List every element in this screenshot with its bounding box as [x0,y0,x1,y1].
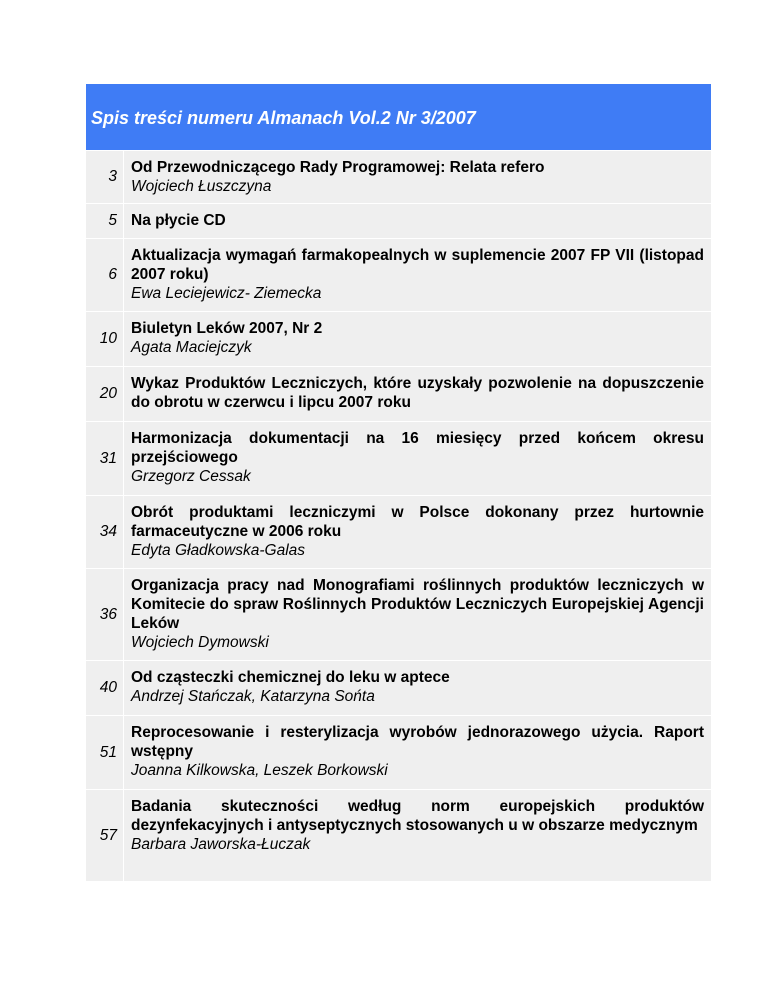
toc-page-number: 20 [86,367,124,421]
toc-entry-author: Agata Maciejczyk [131,339,252,356]
toc-entry [86,568,711,660]
toc-entry-title: Aktualizacja wymagań farmakopealnych w suplemencie 2007 FP VII (listopad 2007 roku) [131,247,704,283]
toc-page-number: 57 [86,790,124,881]
toc-entry-title: Od Przewodniczącego Rady Programowej: Relata refero [131,159,545,176]
toc-entry-author: Ewa Leciejewicz- Ziemecka [131,285,322,302]
toc-entry-body [124,496,711,568]
toc-page-number: 34 [86,496,124,568]
toc-title: Spis treści numeru Almanach Vol.2 Nr 3/2007 [91,107,476,128]
toc-page-number: 36 [86,569,124,660]
toc-entry-title: Harmonizacja dokumentacji na 16 miesięcy przed końcem okresu przejściowego [131,430,704,466]
toc-page-number: 40 [86,661,124,715]
toc-entry [86,789,711,881]
toc-entry-body [124,239,711,311]
toc-entry-title: Organizacja pracy nad Monografiami roślinnych produktów leczniczych w Komitecie do spraw Roślinnych Produktów Leczniczych Europejskiej Agencji Leków [131,577,704,632]
toc-entry [86,715,711,789]
toc-page-number: 31 [86,422,124,495]
toc-page-number: 51 [86,716,124,789]
toc-entry-title: Badania skuteczności według norm europejskich produktów dezynfekacyjnych i antyseptycznych stosowanych u w obszarze medycznym [131,798,704,834]
toc-entry-title: Biuletyn Leków 2007, Nr 2 [131,320,323,337]
toc-page-number: 3 [86,151,124,203]
toc-entry-body [124,367,711,421]
toc-entry [86,366,711,421]
toc-entry-body [124,204,711,238]
toc-entry-body [124,422,711,495]
toc-page-number: 10 [86,312,124,366]
toc-entry-title: Na płycie CD [131,212,226,229]
toc-entry [86,660,711,715]
toc-entry [86,238,711,311]
toc-header [86,84,711,150]
toc-entry-title: Wykaz Produktów Leczniczych, które uzyskały pozwolenie na dopuszczenie do obrotu w czerwcu i lipcu 2007 roku [131,375,704,411]
toc-entry [86,421,711,495]
toc-entry-body [124,790,711,881]
toc-page-number: 6 [86,239,124,311]
toc-entry [86,203,711,238]
toc-entry-author: Wojciech Dymowski [131,634,269,651]
table-of-contents [86,84,711,881]
toc-entry-title: Od cząsteczki chemicznej do leku w aptece [131,669,450,686]
toc-entry-author: Grzegorz Cessak [131,468,251,485]
toc-page-number: 5 [86,204,124,238]
toc-entry-author: Joanna Kilkowska, Leszek Borkowski [131,762,388,779]
toc-entry-body [124,661,711,715]
toc-entry-body [124,151,711,203]
toc-entry [86,311,711,366]
toc-entry-author: Wojciech Łuszczyna [131,178,272,195]
toc-entry-body [124,716,711,789]
toc-entry-author: Edyta Gładkowska-Galas [131,542,306,559]
toc-entry [86,495,711,568]
toc-entry-title: Obrót produktami leczniczymi w Polsce dokonany przez hurtownie farmaceutyczne w 2006 roku [131,504,704,540]
toc-entry-title: Reprocesowanie i resterylizacja wyrobów jednorazowego użycia. Raport wstępny [131,724,704,760]
toc-entry-author: Andrzej Stańczak, Katarzyna Sońta [131,688,375,705]
toc-entry [86,150,711,203]
toc-entry-body [124,569,711,660]
toc-entry-body [124,312,711,366]
toc-entry-author: Barbara Jaworska-Łuczak [131,836,311,853]
